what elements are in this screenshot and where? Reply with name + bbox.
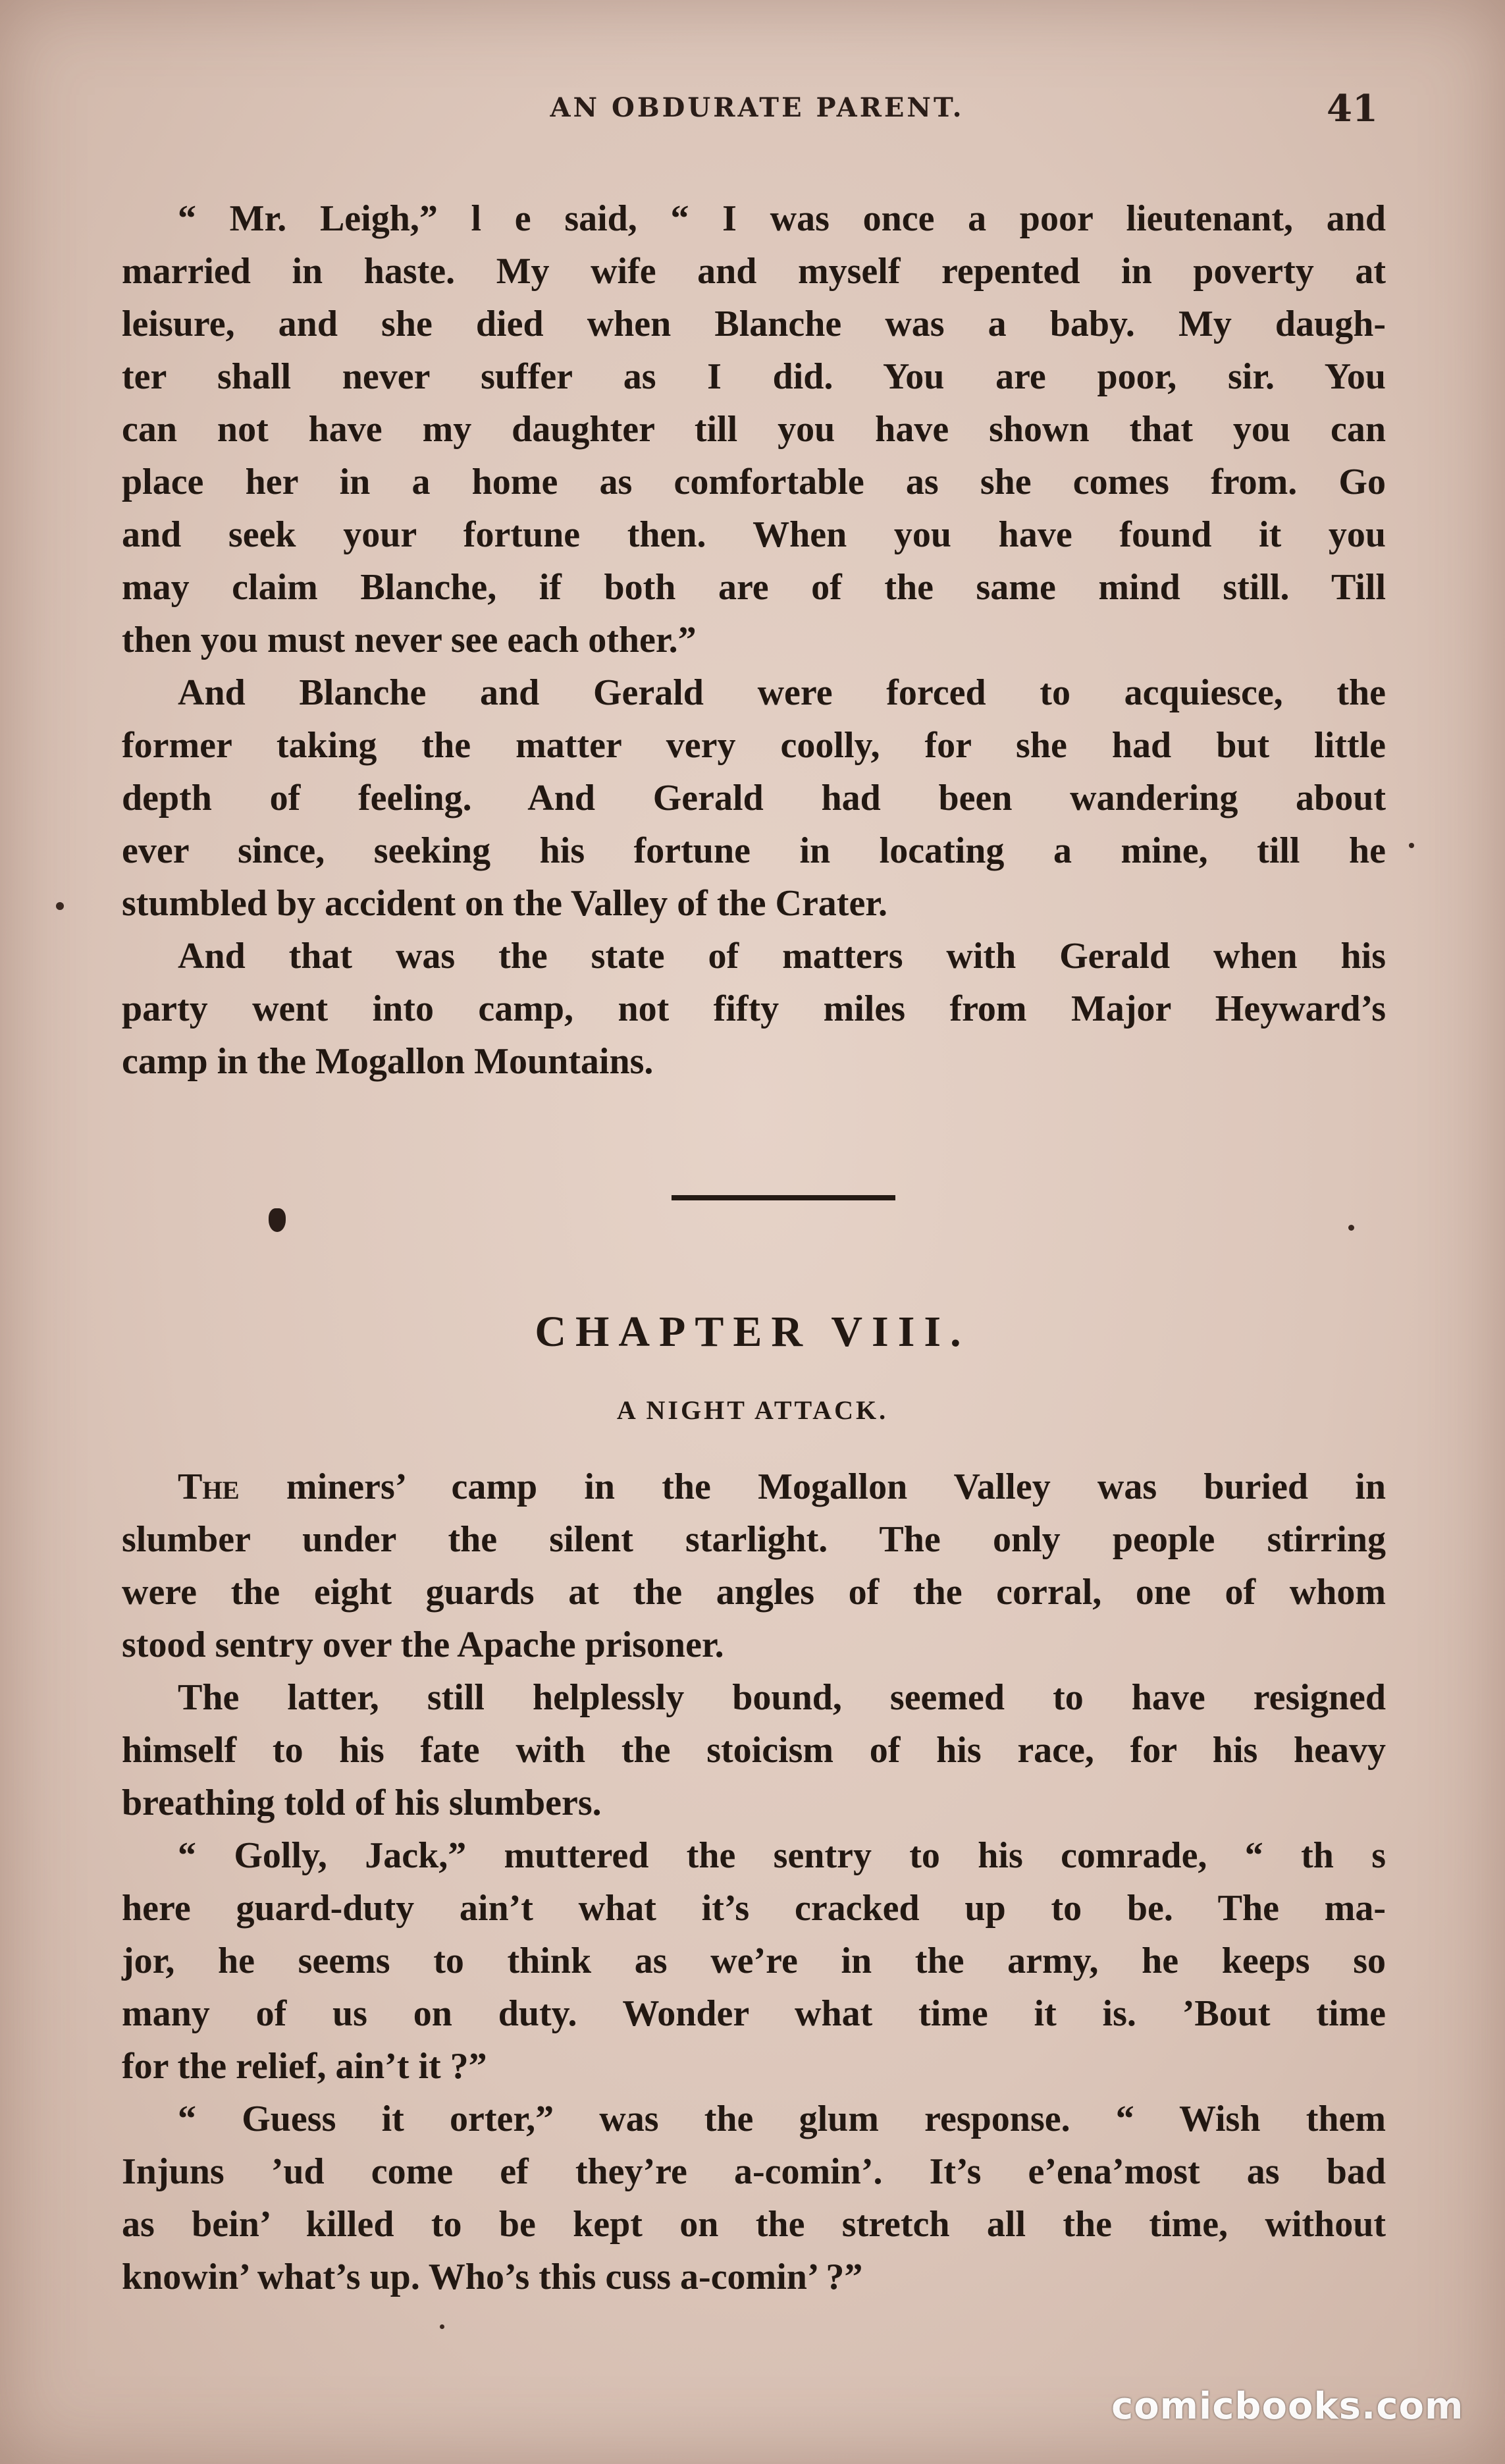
text-line: place her in a home as comfortable as she comes from. Go [122, 462, 1386, 502]
text-line: leisure, and she died when Blanche was a baby. My daugh- [122, 304, 1386, 344]
running-head [0, 87, 1505, 132]
text-line: slumber under the silent starlight. The only people stirring [122, 1519, 1386, 1560]
opening-word: The [178, 1466, 240, 1507]
chapter-subtitle: A NIGHT ATTACK. [616, 1395, 889, 1425]
site-watermark: comicbooks.com [1111, 2385, 1464, 2428]
text-line: then you must never see each other.” [122, 620, 697, 660]
text-line: Injuns ’ud come ef they’re a-comin’. It’s e’ena’most as bad [122, 2151, 1386, 2192]
paragraphs-chapter-eight [122, 1460, 1386, 2303]
text-line-first [122, 1460, 1386, 1513]
text-line: And Blanche and Gerald were forced to acquiesce, the [178, 672, 1386, 713]
text-line: and seek your fortune then. When you have found it you [122, 514, 1386, 555]
text-line: c⁠amp in the Mogallon Mountains. [122, 1041, 654, 1082]
paper-speck [440, 2324, 444, 2329]
paper-speck [1348, 1225, 1354, 1231]
text-line: breathing told of his slumbers. [122, 1782, 602, 1823]
text-line: stood sentry over the Apache prisoner. [122, 1624, 724, 1665]
text-line: knowin’ what’s up. Who’s this cuss a-comin’ ?” [122, 2257, 863, 2297]
text-line: And that was the state of matters with Gerald when his [178, 936, 1386, 977]
text-line: ever since, seeking his fortune in locating a mine, till he [122, 830, 1386, 871]
running-title: AN OBDURATE PARENT. [550, 92, 964, 123]
chapter-heading: CHAPTER VIII. [535, 1308, 970, 1356]
text-line: himself to his fate with the stoicism of his race, for his heavy [122, 1730, 1386, 1771]
text-line: were the eight guards at the angles of the corral, one of whom [122, 1572, 1386, 1613]
text-line: “ Golly, Jack,” muttered the sentry to his comrade, “ th s [178, 1835, 1386, 1876]
chapter-divider-rule [672, 1195, 895, 1200]
text-line: many of us on duty. Wonder what time it is. ’Bout time [122, 1993, 1386, 2034]
page-number: 41 [1327, 87, 1378, 130]
text-line: for the relief, ain’t it ?” [122, 2046, 487, 2087]
paper-speck [56, 902, 64, 910]
text-line: jor, he seems to think as we’re in the army, he keeps so [122, 1941, 1386, 1981]
text-line: “ Guess it orter,” was the glum response. “ Wish them [178, 2099, 1386, 2139]
text-line: married in haste. My wife and myself repented in poverty at [122, 251, 1386, 292]
text-line: depth of feeling. And Gerald had been wandering about [122, 778, 1386, 818]
text-line: can not have my daughter till you have shown that you can [122, 409, 1386, 450]
text-line: party went into camp, not fifty miles from Major Heyward’s [122, 988, 1386, 1029]
text-line: ter shall never suffer as I did. You are poor, sir. You [122, 356, 1386, 397]
paper-speck [1409, 843, 1414, 848]
text-line: stumbled by accident on the Valley of the Crater. [122, 883, 888, 924]
paragraphs-before-chapter [122, 192, 1386, 1088]
text-line: former taking the matter very coolly, for she had but little [122, 725, 1386, 766]
text-line: as bein’ killed to be kept on the stretch all the time, without [122, 2204, 1386, 2245]
text-line: The latter, still helplessly bound, seemed to have resigned [178, 1677, 1386, 1718]
text-line: “ Mr. Leigh,” l e said, “ I was once a poor lieutenant, and [178, 198, 1386, 239]
text-line: may claim Blanche, if both are of the same mind still. Till [122, 567, 1386, 608]
opening-line-rest: miners’ camp in the Mogallon Valley was buried in [239, 1466, 1386, 1507]
ink-blot-mark [269, 1208, 286, 1232]
text-line: here guard-duty ain’t what it’s cracked up to be. The ma- [122, 1888, 1386, 1929]
